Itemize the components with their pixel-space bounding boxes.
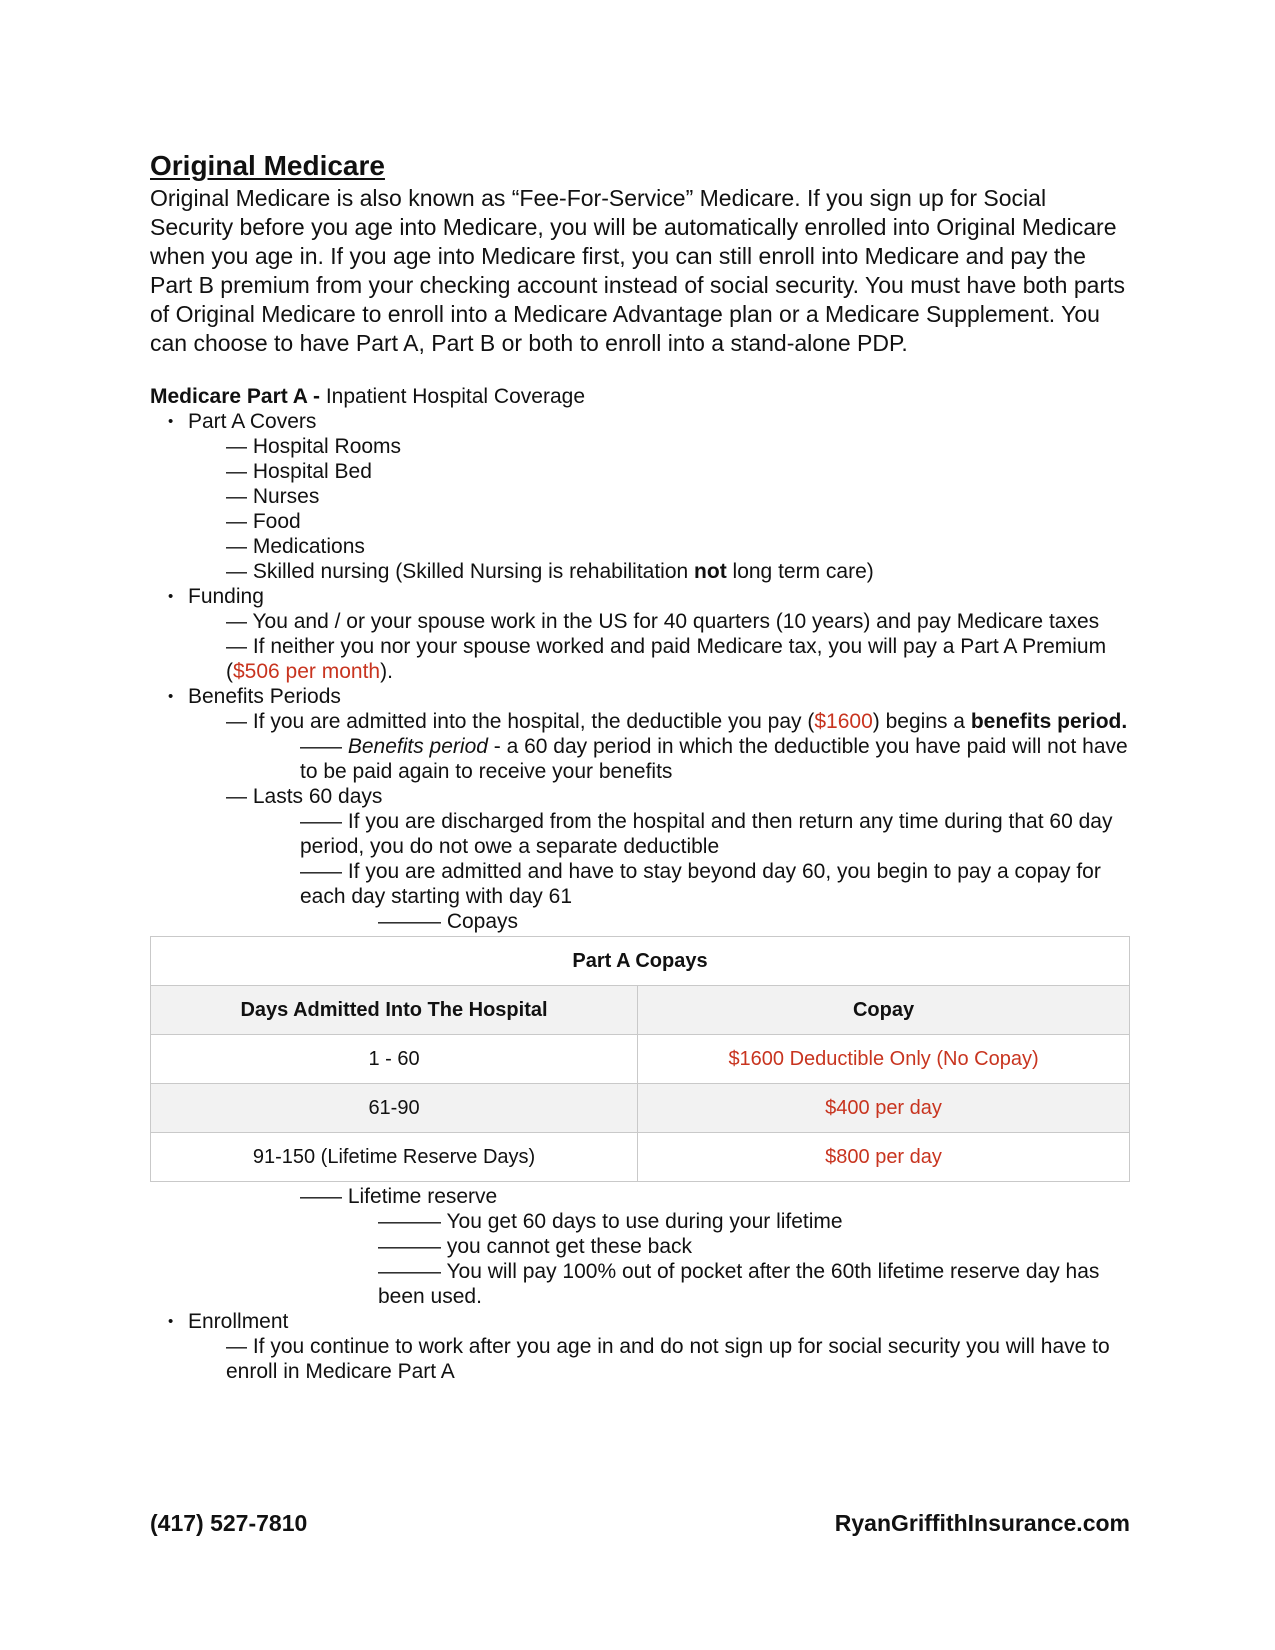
covers-item: — Hospital Rooms [226, 435, 402, 458]
lasts-detail: —— If you are discharged from the hospital and then return any time during that 60 day period, you do not owe a separate deductible [300, 810, 1113, 858]
covers-item-skilled-nursing [150, 559, 1130, 584]
deductible-text-end: ) begins a [872, 710, 971, 733]
premium-amount: $506 per month [233, 660, 381, 683]
benefits-period-term: benefits period. [970, 710, 1128, 733]
table-caption: Part A Copays [151, 937, 1130, 986]
skilled-not: not [694, 560, 727, 583]
intro-paragraph: Original Medicare is also known as “Fee-For-Service” Medicare. If you sign up for Social Security before you age into Medicare, you will be automatically enrolled into Original Medicare when you age in. If you age into Medicare first, you can still enroll into Medicare and pay the Part B premium from your checking account instead of social security. You must have both parts of Original Medicare to enroll into a Medicare Advantage plan or a Medicare Supplement. You can choose to have Part A, Part B or both to enroll into a stand-alone PDP. [150, 185, 1125, 356]
table-cell-copay: $1600 Deductible Only (No Copay) [638, 1035, 1130, 1084]
definition-dash: —— [300, 735, 348, 758]
bullet-part-a-covers: • Part A Covers [150, 409, 1130, 434]
page-footer [150, 1510, 1130, 1537]
section-heading-bold: Medicare Part A - [150, 385, 320, 408]
lifetime-reserve-label: —— Lifetime reserve [300, 1185, 498, 1208]
section-heading-part-a [150, 384, 1130, 409]
section-heading-text: Inpatient Hospital Coverage [320, 385, 585, 408]
table-header-days: Days Admitted Into The Hospital [151, 986, 638, 1035]
bullet-funding: • Funding [150, 584, 1130, 609]
table-cell-days: 61-90 [151, 1084, 638, 1133]
bullet-enrollment: • Enrollment [150, 1309, 1130, 1334]
table-cell-days: 1 - 60 [151, 1035, 638, 1084]
table-row [151, 1084, 1130, 1133]
skilled-text-end: long term care) [726, 560, 874, 583]
benefits-period-definition [150, 734, 1130, 784]
covers-item: — Hospital Bed [226, 460, 372, 483]
table-row [151, 1035, 1130, 1084]
deductible-text: — If you are admitted into the hospital, the deductible you pay ( [226, 710, 815, 733]
table-cell-copay: $400 per day [638, 1084, 1130, 1133]
lasts-detail: —— If you are admitted and have to stay beyond day 60, you begin to pay a copay for each day starting with day 61 [300, 860, 1101, 908]
lifetime-reserve-item: ——— You will pay 100% out of pocket after the 60th lifetime reserve day has been used. [378, 1260, 1100, 1308]
covers-item: — Food [226, 510, 301, 533]
page-title: Original Medicare [150, 150, 385, 181]
table-cell-copay: $800 per day [638, 1133, 1130, 1182]
copays-label: ——— Copays [378, 910, 519, 933]
document-page [150, 150, 1130, 1384]
enrollment-item: — If you continue to work after you age in and do not sign up for social security you will have to enroll in Medicare Part A [226, 1335, 1110, 1383]
definition-term: Benefits period [347, 735, 488, 758]
skilled-text: — Skilled nursing (Skilled Nursing is rehabilitation [226, 560, 695, 583]
covers-item: — Medications [226, 535, 365, 558]
bullet-benefits-periods: • Benefits Periods [150, 684, 1130, 709]
premium-text: — If neither you nor your spouse worked and paid Medicare tax, you will pay a Part A Premium ( [226, 635, 1107, 683]
part-a-copays-table [150, 936, 1130, 1182]
table-cell-days: 91-150 (Lifetime Reserve Days) [151, 1133, 638, 1182]
funding-item: — You and / or your spouse work in the US for 40 quarters (10 years) and pay Medicare taxes [226, 610, 1100, 633]
lifetime-reserve-item: ——— You get 60 days to use during your lifetime [378, 1210, 843, 1233]
footer-phone: (417) 527-7810 [150, 1510, 308, 1536]
definition-text: - a 60 day period in which the deductible you have paid will not have to be paid again to receive your benefits [300, 735, 1128, 783]
table-row [151, 1133, 1130, 1182]
benefits-item-deductible [150, 709, 1130, 734]
premium-text-end: ). [380, 660, 393, 683]
lasts-item: — Lasts 60 days [226, 785, 383, 808]
lifetime-reserve-item: ——— you cannot get these back [378, 1235, 693, 1258]
footer-website: RyanGriffithInsurance.com [834, 1510, 1130, 1536]
covers-item: — Nurses [226, 485, 320, 508]
deductible-amount: $1600 [814, 710, 873, 733]
funding-item-premium [150, 634, 1130, 684]
table-header-copay: Copay [638, 986, 1130, 1035]
